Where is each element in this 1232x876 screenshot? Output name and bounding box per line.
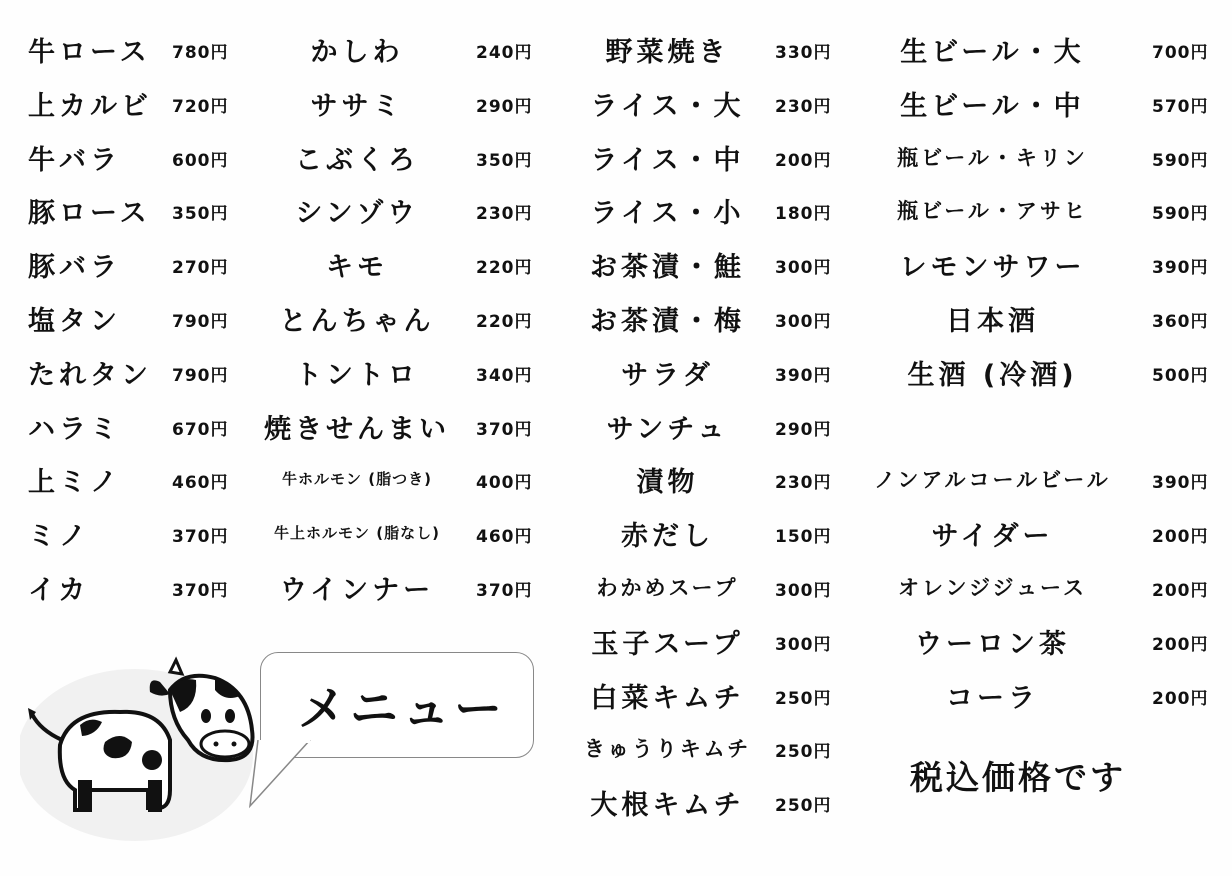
- menu-item: [262, 560, 552, 614]
- menu-item: [262, 183, 552, 237]
- menu-item-name: ライス・大: [590, 90, 745, 122]
- menu-item-price: 290円: [476, 96, 533, 117]
- menu-item-price: 460円: [476, 527, 533, 548]
- menu-item-name: 牛上ホルモン (脂なし): [274, 524, 440, 543]
- menu-item: [870, 345, 1220, 399]
- menu-item-name: 生ビール・大: [900, 37, 1085, 68]
- menu-item: [20, 506, 255, 560]
- menu-item-price: 200円: [1152, 634, 1209, 655]
- menu-item-price: 790円: [172, 311, 229, 332]
- menu-item: [580, 721, 840, 775]
- menu-item: [870, 22, 1220, 76]
- menu-item-name: 牛バラ: [28, 144, 121, 176]
- menu-item-name: ライス・小: [590, 198, 745, 230]
- menu-item-price: 230円: [476, 204, 533, 225]
- menu-item: [580, 22, 840, 76]
- menu-item-price: 200円: [1152, 688, 1209, 709]
- menu-item-price: 230円: [775, 473, 832, 494]
- menu-item: [262, 76, 552, 130]
- menu-item-price: 370円: [476, 580, 533, 601]
- menu-item-name: ライス・中: [590, 144, 745, 176]
- menu-item-name: 焼きせんまい: [264, 413, 450, 445]
- menu-item-price: 290円: [775, 419, 832, 440]
- menu-item: [20, 130, 255, 184]
- menu-item-name: お茶漬・梅: [590, 305, 745, 337]
- menu-item: [262, 22, 552, 76]
- menu-item-name: サイダー: [931, 521, 1054, 553]
- menu-item-price: 350円: [172, 204, 229, 225]
- cow-icon: [20, 650, 260, 850]
- menu-item-name: 上カルビ: [28, 90, 152, 122]
- menu-item-price: 300円: [775, 311, 832, 332]
- menu-item-price: 220円: [476, 258, 533, 279]
- menu-column-drinks: [870, 22, 1220, 721]
- menu-item-price: 300円: [775, 258, 832, 279]
- menu-item-price: 240円: [476, 43, 533, 63]
- menu-item: [262, 452, 552, 506]
- menu-item-name: ノンアルコールビール: [874, 468, 1111, 493]
- menu-item-price: 670円: [172, 419, 229, 440]
- menu-item-name: 生酒 (冷酒): [907, 359, 1078, 391]
- menu-item-name: レモンサワー: [899, 252, 1086, 284]
- menu-item-price: 200円: [1152, 527, 1209, 548]
- menu-item-price: 370円: [172, 580, 229, 601]
- menu-item: [580, 76, 840, 130]
- menu-column-offal: [262, 22, 552, 614]
- bubble-title: メニュー: [298, 681, 507, 737]
- menu-item: [580, 183, 840, 237]
- menu-item: [262, 130, 552, 184]
- menu-item-name: お茶漬・鮭: [590, 252, 745, 284]
- menu-item: [870, 668, 1220, 722]
- menu-item-price: 370円: [476, 419, 533, 440]
- menu-item-price: 150円: [775, 527, 832, 548]
- menu-item: [20, 560, 255, 614]
- speech-bubble-tail: [248, 740, 328, 810]
- menu-item-name: 大根キムチ: [590, 790, 745, 822]
- menu-item-name: ササミ: [310, 90, 404, 122]
- menu-item: [580, 399, 840, 453]
- menu-item: [262, 291, 552, 345]
- menu-item-price: 700円: [1152, 43, 1209, 63]
- menu-item-name: 瓶ビール・アサヒ: [897, 199, 1088, 224]
- menu-item-name: 豚ロース: [28, 198, 151, 230]
- menu-item-price: 570円: [1152, 96, 1209, 117]
- menu-item-name: 野菜焼き: [605, 37, 730, 68]
- menu-item: [20, 183, 255, 237]
- menu-item: [580, 668, 840, 722]
- menu-item: [870, 614, 1220, 668]
- menu-item-name: ウインナー: [279, 574, 435, 606]
- menu-item: [870, 506, 1220, 560]
- menu-item: [580, 345, 840, 399]
- menu-item-name: 豚バラ: [28, 252, 121, 284]
- menu-item-name: 瓶ビール・キリン: [897, 145, 1088, 170]
- menu-item-price: 300円: [775, 634, 832, 655]
- menu-item-price: 390円: [1152, 473, 1209, 494]
- menu-item: [580, 560, 840, 614]
- menu-item-name: 上ミノ: [28, 467, 121, 499]
- menu-item-price: 340円: [476, 365, 533, 386]
- menu-item-price: 600円: [172, 150, 229, 171]
- menu-item: [870, 130, 1220, 184]
- menu-item-name: イカ: [28, 574, 90, 606]
- menu-item: [580, 506, 840, 560]
- menu-item: [262, 506, 552, 560]
- menu-item-price: 230円: [775, 96, 832, 117]
- menu-item: [580, 291, 840, 345]
- menu-item-name: たれタン: [28, 359, 152, 391]
- menu-item-name: 白菜キムチ: [590, 682, 745, 714]
- menu-column-meat: [20, 22, 255, 614]
- menu-column-sides: [580, 22, 840, 829]
- menu-item-name: シンゾウ: [295, 198, 419, 230]
- menu-item: [20, 345, 255, 399]
- menu-item-price: 590円: [1152, 150, 1209, 171]
- menu-item-price: 350円: [476, 150, 533, 171]
- menu-item-name: わかめスープ: [596, 575, 739, 600]
- menu-item-name: ミノ: [28, 521, 90, 553]
- menu-item: [580, 237, 840, 291]
- menu-item: [870, 183, 1220, 237]
- menu-item-name: きゅうりキムチ: [583, 737, 752, 762]
- menu-item-name: ハラミ: [28, 413, 121, 445]
- menu-item-price: 500円: [1152, 365, 1209, 386]
- menu-item: [870, 399, 1220, 453]
- menu-item: [20, 452, 255, 506]
- menu-item-price: 460円: [172, 473, 229, 494]
- menu-item-name: とんちゃん: [279, 305, 435, 337]
- menu-item: [870, 237, 1220, 291]
- menu-item-price: 250円: [775, 796, 832, 817]
- menu-item: [262, 399, 552, 453]
- menu-item-price: 250円: [775, 688, 832, 709]
- menu-item-name: サンチュ: [606, 413, 729, 445]
- menu-item: [580, 775, 840, 829]
- menu-item-price: 330円: [775, 43, 832, 63]
- menu-item: [870, 560, 1220, 614]
- menu-item-price: 180円: [775, 204, 832, 225]
- menu-item-price: 780円: [172, 43, 229, 63]
- menu-item-price: 720円: [172, 96, 229, 117]
- menu-item-name: かしわ: [310, 37, 404, 68]
- menu-item-price: 300円: [775, 580, 832, 601]
- menu-item-name: キモ: [326, 252, 388, 284]
- menu-item: [580, 130, 840, 184]
- menu-item-name: 牛ロース: [28, 37, 151, 68]
- menu-item-name: 塩タン: [28, 305, 121, 337]
- menu-item: [20, 76, 255, 130]
- menu-item: [20, 399, 255, 453]
- menu-item-name: ウーロン茶: [915, 628, 1070, 660]
- menu-item-price: 200円: [1152, 580, 1209, 601]
- menu-item: [580, 614, 840, 668]
- menu-item-price: 220円: [476, 311, 533, 332]
- menu-item-name: オレンジジュース: [898, 575, 1087, 600]
- menu-item-name: 牛ホルモン (脂つき): [282, 470, 432, 489]
- menu-item-name: こぶくろ: [295, 144, 419, 176]
- menu-item-name: 赤だし: [621, 521, 714, 553]
- menu-item-price: 250円: [775, 742, 832, 763]
- menu-item-name: トントロ: [295, 359, 419, 391]
- menu-item-name: 玉子スープ: [591, 628, 744, 660]
- menu-item: [20, 22, 255, 76]
- menu-item: [580, 452, 840, 506]
- menu-item: [20, 237, 255, 291]
- menu-item-price: 360円: [1152, 311, 1209, 332]
- menu-item: [870, 291, 1220, 345]
- menu-item: [262, 237, 552, 291]
- menu-item-price: 370円: [172, 527, 229, 548]
- menu-item: [20, 291, 255, 345]
- menu-item: [870, 452, 1220, 506]
- menu-item-price: 790円: [172, 365, 229, 386]
- menu-item: [262, 345, 552, 399]
- menu-item-price: 390円: [1152, 258, 1209, 279]
- tax-note: 税込価格です: [910, 758, 1126, 797]
- menu-item-price: 390円: [775, 365, 832, 386]
- menu-item-name: 日本酒: [946, 305, 1039, 337]
- menu-item-name: 漬物: [636, 467, 699, 499]
- menu-item-name: 生ビール・中: [900, 90, 1085, 122]
- menu-item-price: 270円: [172, 258, 229, 279]
- menu-item: [870, 76, 1220, 130]
- menu-item-price: 590円: [1152, 204, 1209, 225]
- menu-item-name: コーラ: [946, 682, 1039, 714]
- menu-item-name: サラダ: [621, 359, 714, 391]
- menu-item-price: 400円: [476, 473, 533, 494]
- menu-item-price: 200円: [775, 150, 832, 171]
